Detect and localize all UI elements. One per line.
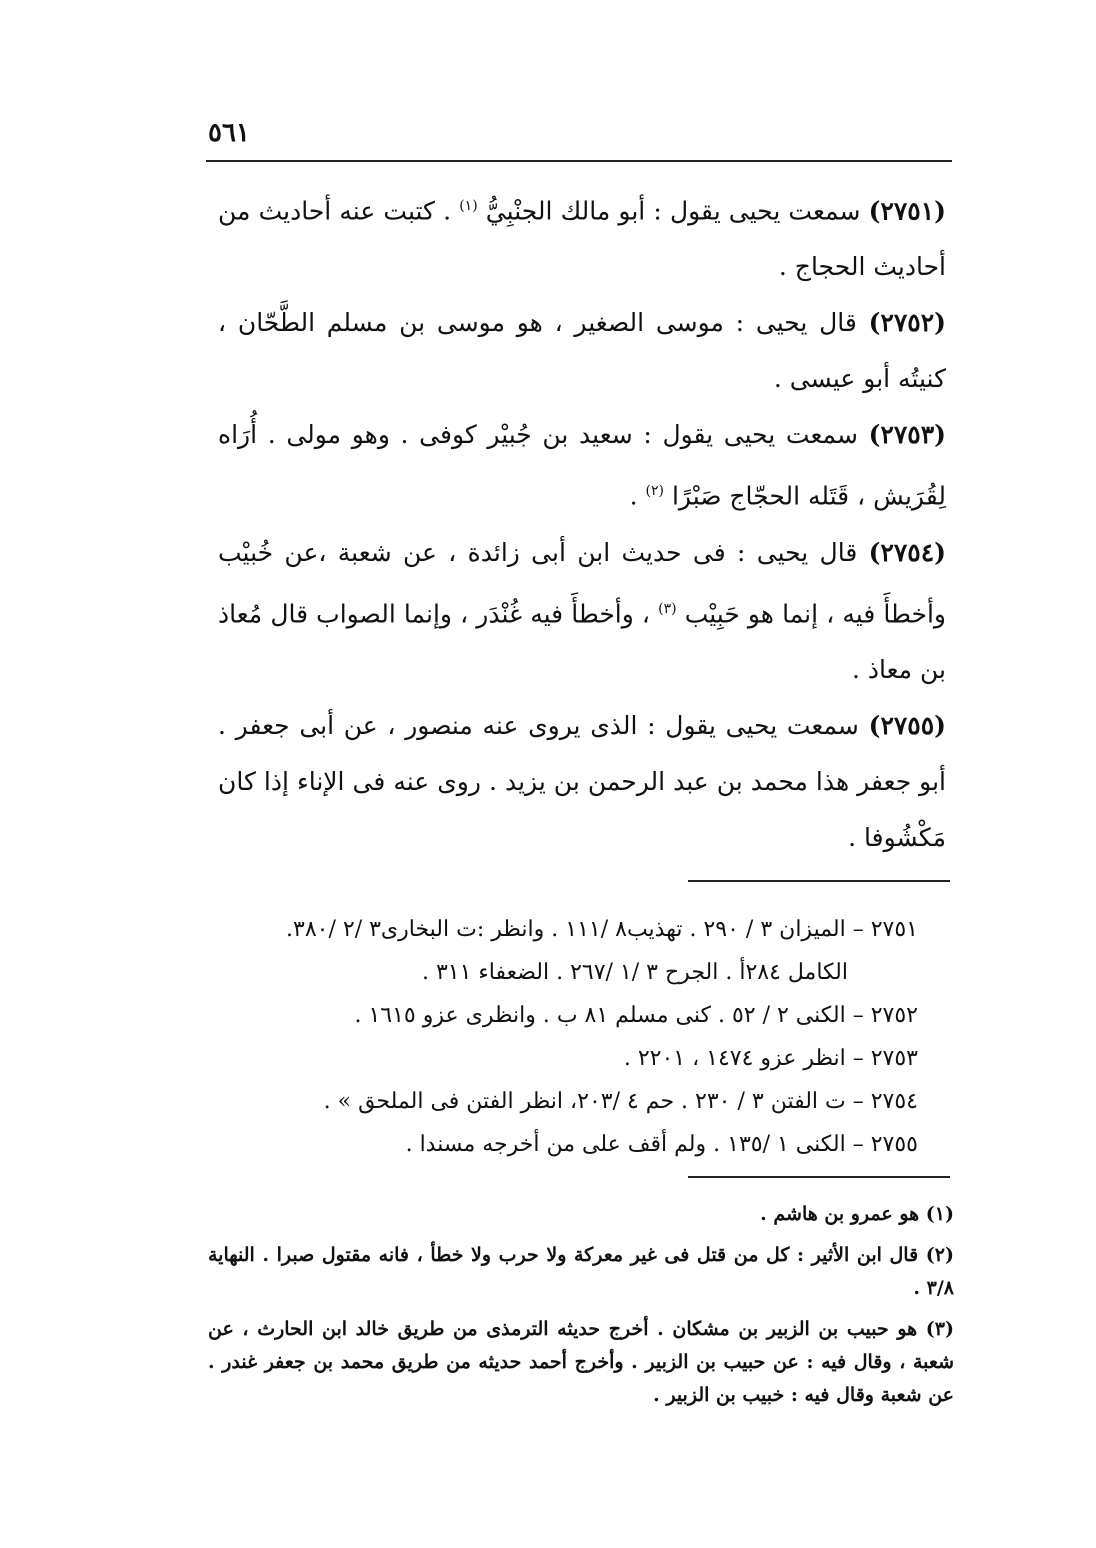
main-text — [218, 178, 946, 866]
entry-text: سمعت يحيى يقول : الذى يروى عنه منصور ، عن أبى جعفر . أبو جعفر هذا محمد بن عبد الرحمن بن يزيد . روى عنه فى الإناء إذا كان مَكْشُوفا . — [218, 710, 946, 852]
entry-number: (٢٧٥٤) — [868, 537, 946, 567]
footnote-1: (١) هو عمرو بن هاشم . — [760, 1203, 954, 1225]
entry-number: (٢٧٥٥) — [868, 710, 946, 740]
reference-line: ٢٧٥١ – الميزان ٣ / ٢٩٠ . تهذيب٨ /١١١ . وانظر :ت البخارى٣ /٢ /٣٨٠. — [286, 917, 918, 942]
entry-text: قال يحيى : فى حديث ابن أبى زائدة ، عن شعبة ،عن خُبيْب وأخطأَ فيه ، إنما هو حَبِيْب — [218, 537, 946, 628]
entry-text-cont: ، وأخطأَ فيه غُنْدَر ، وإنما الصواب قال مُعاذ بن معاذ . — [218, 598, 946, 684]
entry-text: سمعت يحيى يقول : سعيد بن جُبيْر كوفى . وهو مولى . أُرَاه لِقُرَيش ، قَتَله الحجّاج صَبْرًا — [218, 420, 946, 511]
entry-2755 — [218, 698, 946, 866]
footnote-ref[interactable]: (٣) — [658, 600, 677, 617]
entry-2752 — [218, 295, 946, 407]
footnote-ref[interactable]: (١) — [459, 198, 478, 214]
entry-text: قال يحيى : موسى الصغير ، هو موسى بن مسلم الطَّحّان ، كنيتُه أبو عيسى . — [218, 308, 946, 394]
entry-2751 — [218, 178, 946, 295]
reference-line: الكامل ٢٨٤أ . الجرح ٣ /١ /٢٦٧ . الضعفاء ٣١١ . — [421, 960, 848, 985]
entry-text-cont: . كتبت عنه أحاديث من أحاديث الحجاج . — [218, 196, 946, 282]
references-rule — [688, 880, 950, 882]
footnote-2: (٢) قال ابن الأثير : كل من قتل فى غير معركة ولا حرب ولا خطأ ، فانه مقتول صبرا . النهاية ٣/٨ . — [208, 1244, 954, 1299]
reference-line: ٢٧٥٢ – الكنى ٢ / ٥٢ . كنى مسلم ٨١ ب . وانظرى عزو ١٦١٥ . — [354, 1003, 918, 1028]
footnote-3: (٣) هو حبيب بن الزبير بن مشكان . أخرج حديثه الترمذى من طريق خالد ابن الحارث ، عن شعبة ، وقال فيه : عن حبيب بن الزبير . وأخرج أحمد حديثه من طريق محمد بن جعفر غندر . عن شعبة وقال فيه : خبيب بن الزبير . — [208, 1318, 954, 1406]
entry-number: (٢٧٥١) — [868, 196, 946, 226]
reference-line: ٢٧٥٤ – ت الفتن ٣ / ٢٣٠ . حم ٤ /٢٠٣، انظر الفتن فى الملحق » . — [323, 1089, 918, 1114]
entry-text-cont: . — [629, 481, 646, 511]
entry-number: (٢٧٥٢) — [868, 308, 946, 338]
page-number: ٥٦١ — [208, 118, 250, 148]
footnotes-block — [208, 1198, 954, 1420]
footnote-ref[interactable]: (٢) — [645, 483, 665, 500]
entry-2753 — [218, 407, 946, 524]
header-rule — [206, 160, 952, 162]
reference-line: ٢٧٥٥ – الكنى ١ /١٣٥ . ولم أقف على من أخرجه مسندا . — [405, 1132, 918, 1157]
footnotes-rule — [688, 1176, 950, 1178]
entry-2754 — [218, 525, 946, 698]
entry-text: سمعت يحيى يقول : أبو مالك الجنْبِيُّ — [477, 196, 869, 226]
reference-line: ٢٧٥٣ – انظر عزو ١٤٧٤ ، ٢٢٠١ . — [623, 1046, 918, 1071]
entry-number: (٢٧٥٣) — [868, 420, 946, 450]
references-block — [218, 908, 918, 1166]
